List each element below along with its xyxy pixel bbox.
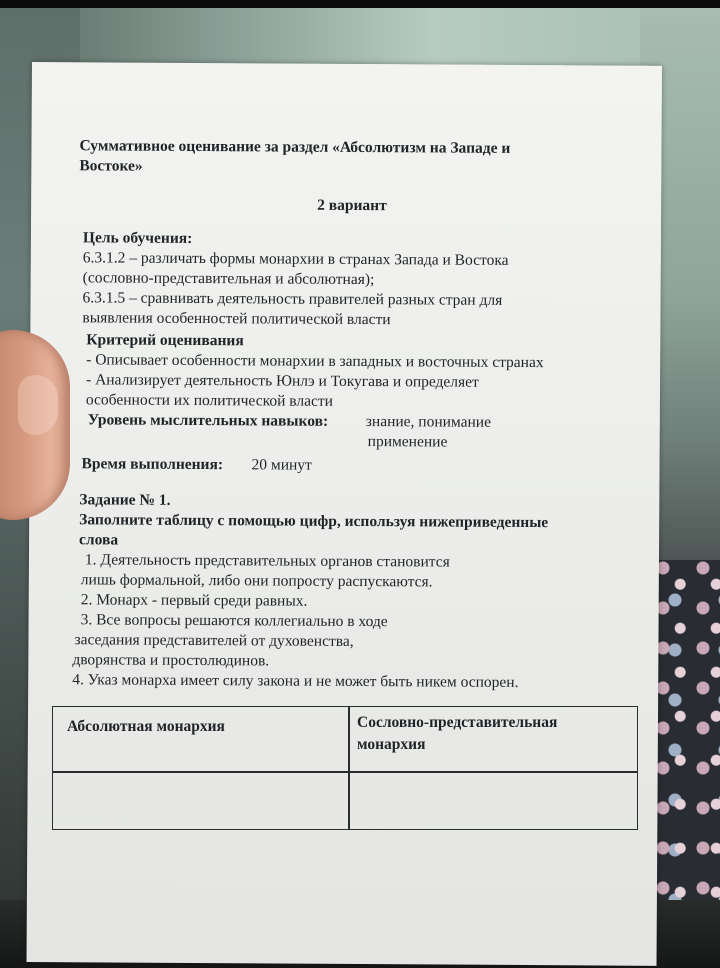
goal-line: выявления особенностей политической власти	[82, 309, 391, 329]
skills-value: применение	[367, 433, 448, 451]
list-item: 4. Указ монарха имеет силу закона и не может быть никем оспорен.	[72, 671, 519, 691]
task-instruction: слова	[79, 531, 119, 549]
table-header-estate-line-2: монархия	[357, 736, 426, 753]
time-value: 20 минут	[251, 456, 312, 474]
thumb-nail	[18, 375, 58, 435]
criteria-line: - Анализирует деятельность Юнлэ и Токугава и определяет	[86, 371, 479, 391]
list-item: 1. Деятельность представительных органов становится	[84, 551, 450, 571]
list-item: 2. Монарх - первый среди равных.	[80, 591, 308, 610]
variant-label: 2 вариант	[317, 196, 387, 215]
top-bar	[0, 0, 720, 8]
task-heading: Задание № 1.	[79, 491, 171, 509]
goal-heading: Цель обучения:	[82, 229, 193, 247]
criteria-line: - Описывает особенности монархии в западных и восточных странах	[86, 351, 544, 372]
criteria-heading: Критерий оценивания	[86, 331, 244, 350]
goal-line: 6.3.1.2 – различать формы монархии в странах Запада и Востока	[82, 249, 509, 269]
list-item: дворянства и простолюдинов.	[72, 651, 270, 670]
goal-line: 6.3.1.5 – сравнивать деятельность правителей разных стран для	[82, 289, 503, 309]
classification-table	[52, 706, 638, 830]
goal-line: (сословно-представительная и абсолютная);	[82, 269, 375, 289]
skills-value: знание, понимание	[365, 413, 492, 431]
paper-sheet	[27, 62, 662, 966]
list-item: заседания представителей от духовенства,	[74, 631, 354, 650]
table-column-divider	[348, 707, 350, 829]
list-item: лишь формальной, либо они попросту распускаются.	[80, 571, 433, 591]
table-row-divider	[53, 771, 637, 773]
table-header-estate: Сословно-представительная	[357, 714, 558, 731]
criteria-line: особенности их политической власти	[85, 391, 334, 410]
document-title-line-1: Суммативное оценивание за раздел «Абсолютизм на Западе и	[79, 137, 511, 157]
table-header-absolute: Абсолютная монархия	[67, 718, 225, 735]
list-item: 3. Все вопросы решаются коллегиально в ходе	[80, 611, 388, 631]
document-title-line-2: Востоке»	[79, 157, 143, 175]
task-instruction: Заполните таблицу с помощью цифр, используя нижеприведенные	[79, 511, 549, 532]
time-label: Время выполнения:	[81, 455, 224, 474]
skills-label: Уровень мыслительных навыков:	[87, 411, 329, 430]
